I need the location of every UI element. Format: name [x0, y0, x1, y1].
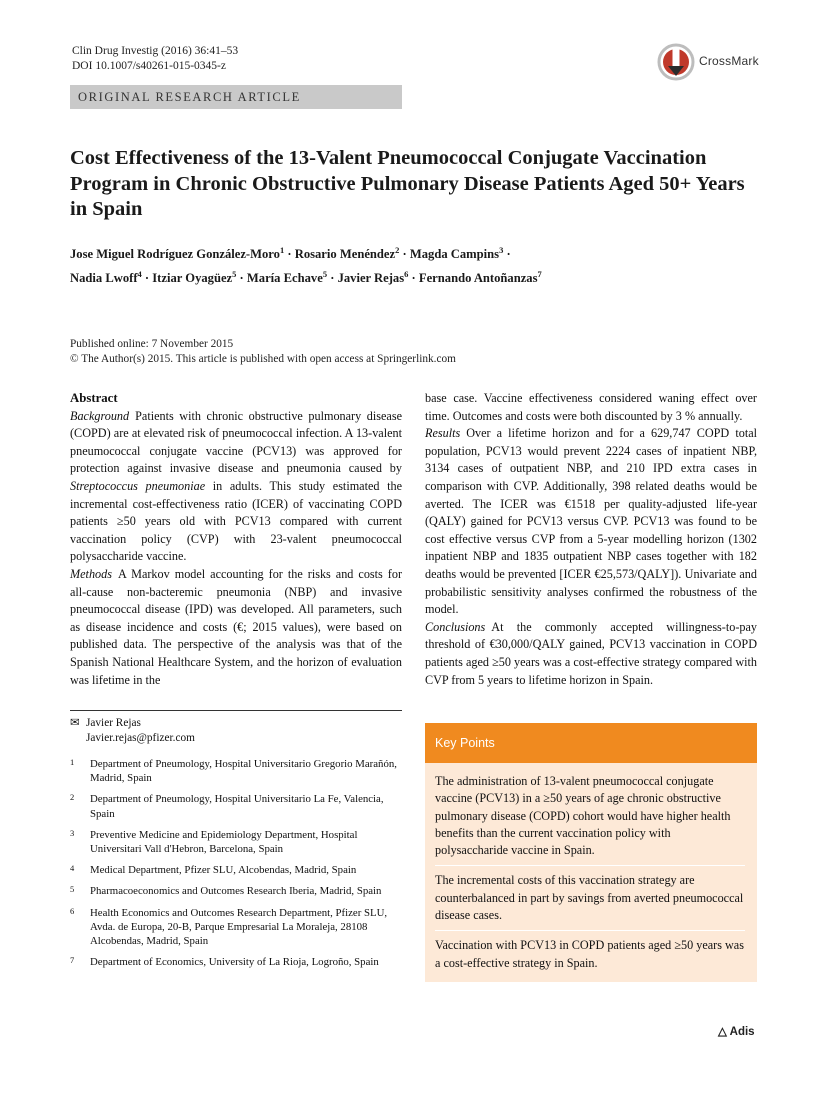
key-point: The incremental costs of this vaccination strategy are counterbalanced in part by savings from averted pneumococcal disease cases. [435, 866, 745, 931]
author[interactable]: María Echave$^5$ [246, 269, 328, 286]
abstract-left-column [70, 390, 402, 689]
methods-label: Methods [70, 566, 112, 581]
background-label: Background [70, 408, 130, 423]
publisher-name: Adis [729, 1026, 755, 1038]
abstract-conclusions: Conclusions At the commonly accepted willingness-to-pay threshold of €30,000/QALY gained, PCV13 vaccination in COPD patients aged ≥50 years was a cost-effective strategy compared with CVP from 5 years to lifetime horizon in Spain. [425, 619, 757, 687]
corresponding-author: Javier Rejas [86, 717, 141, 729]
license-line: © The Author(s) 2015. This article is published with open access at Springerlink.com [70, 353, 456, 365]
key-point: Vaccination with PCV13 in COPD patients aged ≥50 years was a cost-effective strategy in Spain. [435, 938, 744, 970]
publication-info [70, 337, 456, 367]
envelope-icon: ✉ [70, 717, 80, 729]
key-points-box [425, 723, 757, 982]
abstract-right-column [425, 390, 757, 689]
crossmark-icon [657, 42, 695, 82]
results-label: Results [425, 426, 461, 441]
affiliations [70, 757, 402, 976]
journal-citation: Clin Drug Investig (2016) 36:41–53 [72, 45, 239, 57]
author[interactable]: Javier Rejas$^6$ [337, 269, 409, 286]
affiliation-item: 4 Medical Department, Pfizer SLU, Alcobendas, Madrid, Spain [70, 863, 357, 877]
key-points-heading: Key Points [425, 723, 757, 763]
author[interactable]: Magda Campins$^3$ [409, 245, 504, 262]
affiliation-item: 2 Department of Pneumology, Hospital Universitario La Fe, Valencia, Spain [70, 792, 384, 820]
abstract-heading: Abstract [70, 391, 118, 405]
author[interactable]: Jose Miguel Rodríguez González-Moro$^1$ [70, 245, 285, 262]
publisher-logo [718, 1024, 755, 1038]
affiliation-item: 1 Department of Pneumology, Hospital Universitario Gregorio Marañón, Madrid, Spain [70, 757, 397, 785]
conclusions-label: Conclusions [425, 619, 486, 634]
affiliation-item: 7 Department of Economics, University of La Rioja, Logroño, Spain [70, 955, 379, 969]
corresponding-email[interactable]: Javier.rejas@pfizer.com [86, 732, 195, 744]
correspondence [70, 716, 195, 746]
journal-header [72, 44, 238, 74]
footnote-divider [70, 710, 402, 711]
affiliation-item: 5 Pharmacoeconomics and Outcomes Research Iberia, Madrid, Spain [70, 884, 382, 898]
author[interactable]: Rosario Menéndez$^2$ [294, 245, 400, 262]
article-title: Cost Effectiveness of the 13-Valent Pneumococcal Conjugate Vaccination Program in Chronic Obstructive Pulmonary Disease Patients Aged 50+ Years in Spain [70, 147, 745, 220]
author[interactable]: Fernando Antoñanzas$^7$ [418, 269, 542, 286]
author[interactable]: Nadia Lwoff$^4$ [70, 269, 142, 286]
key-point: The administration of 13-valent pneumococcal conjugate vaccine (PCV13) in a ≥50 years of age chronic obstructive pulmonary disease (COPD) cohort would have higher health benefits than the current vaccination policy with polysaccharide vaccine in Spain. [435, 767, 745, 866]
key-points-body [425, 763, 757, 982]
author[interactable]: Itziar Oyagüez$^5$ [152, 269, 237, 286]
affiliation-item: 6 Health Economics and Outcomes Research Department, Pfizer SLU, Avda. de Europa, 20-B, Parque Empresarial La Moraleja, 28108 Alcobendas, Madrid, Spain [70, 905, 388, 948]
crossmark-badge[interactable] [657, 42, 767, 82]
adis-triangle-icon: △ [718, 1026, 727, 1038]
author-list: Jose Miguel Rodríguez González-Moro$^1$ · Rosario Menéndez$^2$ · Magda Campins$^3$ · Nadia Lwoff$^4$ · Itziar Oyagüez$^5$ · María Echave$^5$ · Javier Rejas$^6$ · Fernando Antoñanzas$^7$ [70, 245, 542, 286]
abstract-methods-cont: base case. Vaccine effectiveness considered waning effect over time. Outcomes and costs were both discounted by 3 % annually. [425, 391, 757, 423]
article-type-banner: ORIGINAL RESEARCH ARTICLE [70, 85, 402, 109]
abstract-background: Background Patients with chronic obstructive pulmonary disease (COPD) are at elevated risk of pneumococcal infection. A 13-valent pneumococcal conjugate vaccine (PCV13) was approved for protection against invasive disease and pneumonia caused by Streptococcus pneumoniae in adults. This study estimated the incremental cost-effectiveness ratio (ICER) of vaccinating COPD patients ≥50 years old with PCV13 compared with current vaccination policy (CVP) with 23-valent pneumococcal polysaccharide vaccine. [70, 408, 403, 564]
abstract-results: Results Over a lifetime horizon and for a 629,747 COPD total population, PCV13 would prevent 2224 cases of inpatient NBP, 3134 cases of outpatient NBP, and 210 IPD extra cases in comparison with CVP. Additionally, 398 related deaths would be averted. The ICER was €1518 per quality-adjusted life-year (QALY) gained for PCV13 versus CVP. PCV13 was found to be cost effective versus CVP from a 5-year modelling horizon (1302 inpatient NBP and 1835 outpatient NBP cases together with 182 deaths would be prevented [ICER €25,573/QALY]). Univariate and probabilistic sensitivity analyses confirmed the robustness of the model. [425, 426, 757, 617]
doi[interactable]: DOI 10.1007/s40261-015-0345-z [72, 60, 226, 72]
crossmark-label: CrossMark [699, 54, 759, 68]
affiliation-item: 3 Preventive Medicine and Epidemiology Department, Hospital Universitari Vall d'Hebron, Barcelona, Spain [70, 827, 358, 856]
abstract-methods: Methods A Markov model accounting for the risks and costs for all-cause non-bacteremic pneumonia (NBP) and invasive pneumococcal disease (IPD) was developed. All parameters, such as disease incidence and costs (€; 2015 values), were based on published data. The perspective of the analysis was that of the Spanish National Healthcare System, and the horizon of evaluation was lifetime in the [70, 566, 402, 687]
published-date: Published online: 7 November 2015 [70, 338, 234, 350]
